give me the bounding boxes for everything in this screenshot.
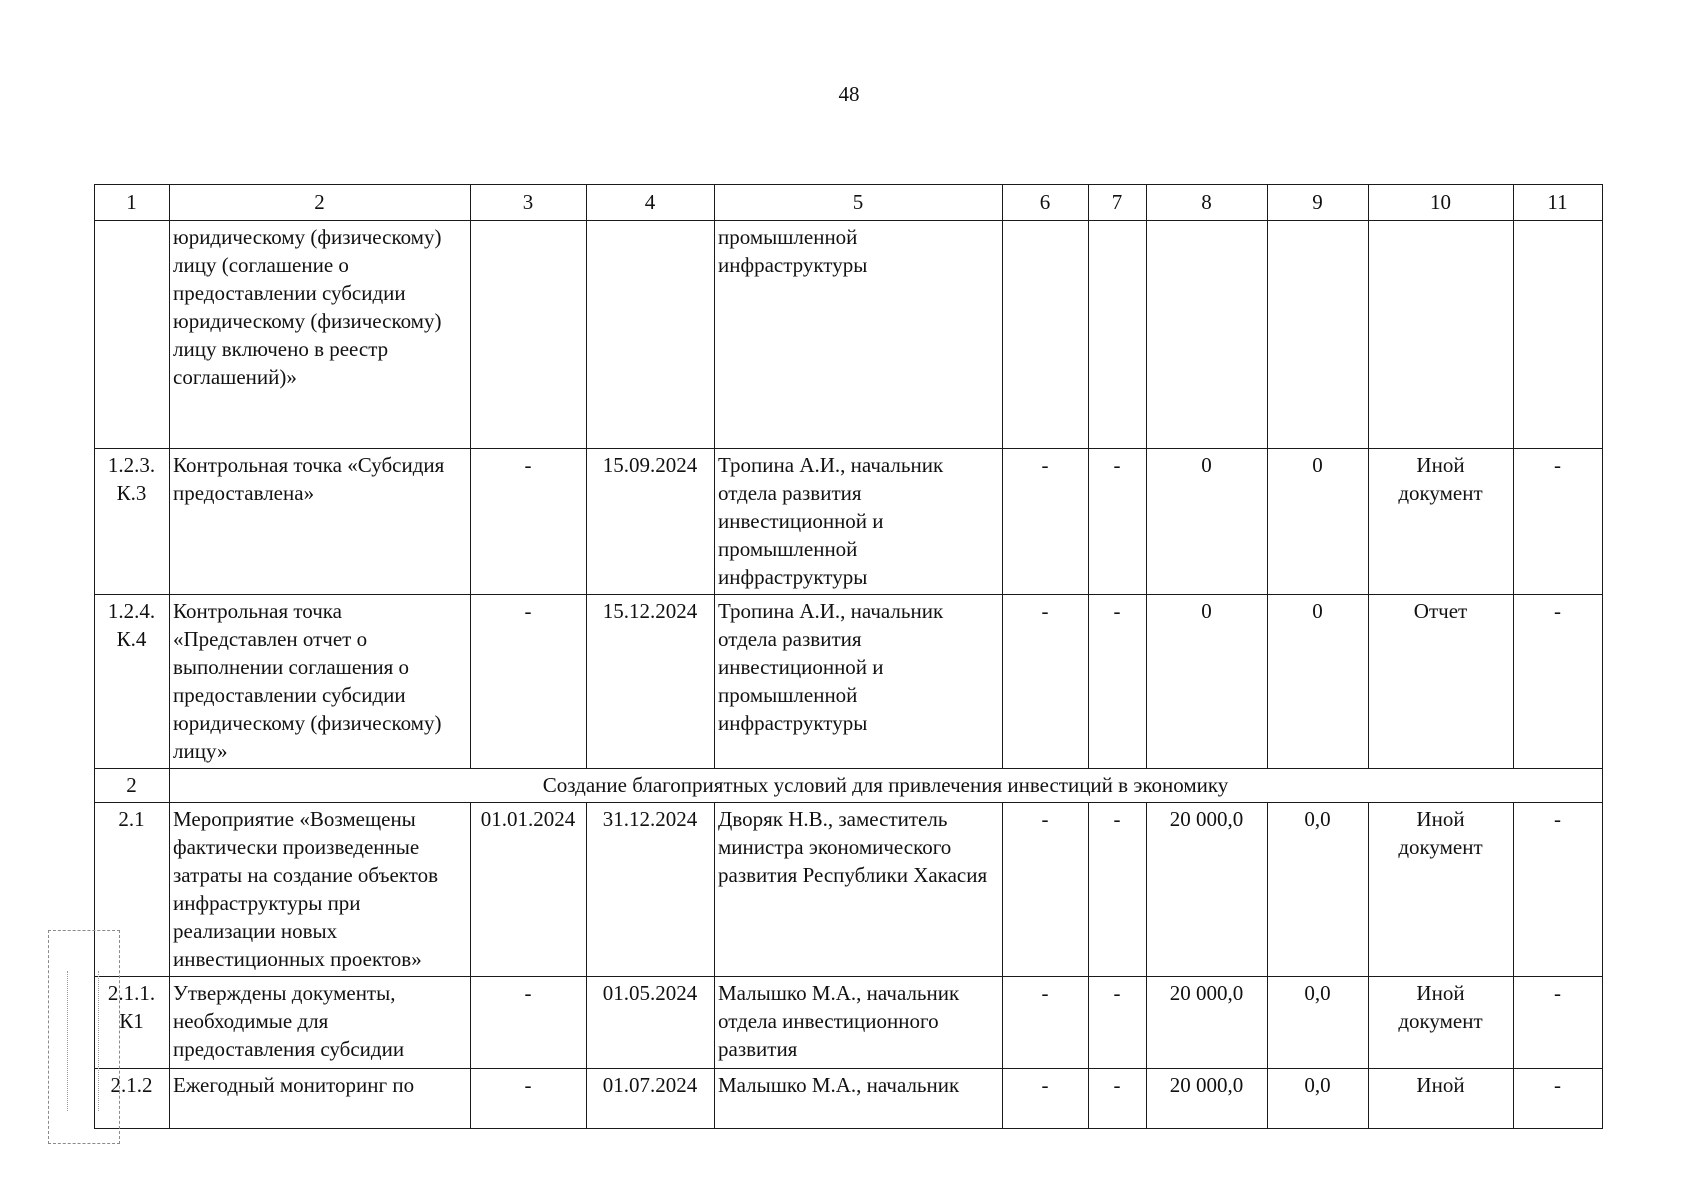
start-date: - xyxy=(471,595,587,769)
amount-actual: 0 xyxy=(1268,449,1369,595)
item-description: Ежегодный мониторинг по xyxy=(170,1069,471,1129)
column-number: 3 xyxy=(471,185,587,221)
col-6: - xyxy=(1003,449,1089,595)
col-7: - xyxy=(1089,803,1147,977)
col-11: - xyxy=(1514,977,1603,1069)
amount-planned: 0 xyxy=(1147,449,1268,595)
section-title: Создание благоприятных условий для привлечения инвестиций в экономику xyxy=(170,769,1603,803)
column-number: 6 xyxy=(1003,185,1089,221)
table-row xyxy=(95,1069,1603,1129)
start-date: - xyxy=(471,977,587,1069)
amount-actual: 0,0 xyxy=(1268,977,1369,1069)
column-number: 11 xyxy=(1514,185,1603,221)
margin-stamp xyxy=(48,930,120,1144)
item-description: Мероприятие «Возмещены фактически произведенные затраты на создание объектов инфраструктуры при реализации новых инвестиционных проектов» xyxy=(170,803,471,977)
col-11: - xyxy=(1514,449,1603,595)
start-date: - xyxy=(471,1069,587,1129)
column-numbers-row xyxy=(95,185,1603,221)
table-row xyxy=(95,595,1603,769)
column-number: 1 xyxy=(95,185,170,221)
col-6: - xyxy=(1003,595,1089,769)
table-row xyxy=(95,221,1603,449)
start-date xyxy=(471,221,587,449)
col-6: - xyxy=(1003,1069,1089,1129)
responsible: Тропина А.И., начальник отдела развития инвестиционной и промышленной инфраструктуры xyxy=(715,449,1003,595)
document-type: Иной xyxy=(1369,1069,1514,1129)
col-6: - xyxy=(1003,803,1089,977)
col-7 xyxy=(1089,221,1147,449)
end-date: 15.09.2024 xyxy=(587,449,715,595)
col-7: - xyxy=(1089,977,1147,1069)
item-description: юридическому (физическому) лицу (соглашение о предоставлении субсидии юридическому (физическому) лицу включено в реестр соглашений)» xyxy=(170,221,471,449)
amount-actual: 0,0 xyxy=(1268,803,1369,977)
table-row xyxy=(95,977,1603,1069)
amount-planned xyxy=(1147,221,1268,449)
end-date: 01.05.2024 xyxy=(587,977,715,1069)
column-number: 9 xyxy=(1268,185,1369,221)
page-number: 48 xyxy=(838,82,860,106)
table-row xyxy=(95,449,1603,595)
section-row xyxy=(95,769,1603,803)
col-7: - xyxy=(1089,595,1147,769)
amount-actual: 0 xyxy=(1268,595,1369,769)
table-body xyxy=(95,185,1603,1129)
col-11: - xyxy=(1514,595,1603,769)
column-number: 5 xyxy=(715,185,1003,221)
item-number xyxy=(95,221,170,449)
end-date: 01.07.2024 xyxy=(587,1069,715,1129)
item-number: 1.2.3. К.3 xyxy=(95,449,170,595)
section-number: 2 xyxy=(95,769,170,803)
column-number: 2 xyxy=(170,185,471,221)
column-number: 7 xyxy=(1089,185,1147,221)
start-date: 01.01.2024 xyxy=(471,803,587,977)
col-7: - xyxy=(1089,449,1147,595)
responsible: Малышко М.А., начальник xyxy=(715,1069,1003,1129)
col-6: - xyxy=(1003,977,1089,1069)
responsible: промышленной инфраструктуры xyxy=(715,221,1003,449)
amount-planned: 20 000,0 xyxy=(1147,1069,1268,1129)
item-description: Контрольная точка «Представлен отчет о выполнении соглашения о предоставлении субсидии юридическому (физическому) лицу» xyxy=(170,595,471,769)
item-description: Контрольная точка «Субсидия предоставлена» xyxy=(170,449,471,595)
responsible: Малышко М.А., начальник отдела инвестиционного развития xyxy=(715,977,1003,1069)
amount-planned: 20 000,0 xyxy=(1147,803,1268,977)
document-type: Иной документ xyxy=(1369,803,1514,977)
document-type xyxy=(1369,221,1514,449)
column-number: 10 xyxy=(1369,185,1514,221)
col-11: - xyxy=(1514,803,1603,977)
item-number: 1.2.4. К.4 xyxy=(95,595,170,769)
col-6 xyxy=(1003,221,1089,449)
responsible: Дворяк Н.В., заместитель министра экономического развития Республики Хакасия xyxy=(715,803,1003,977)
item-number: 2.1 xyxy=(95,803,170,977)
amount-planned: 0 xyxy=(1147,595,1268,769)
end-date xyxy=(587,221,715,449)
start-date: - xyxy=(471,449,587,595)
item-description: Утверждены документы, необходимые для предоставления субсидии xyxy=(170,977,471,1069)
col-11: - xyxy=(1514,1069,1603,1129)
end-date: 15.12.2024 xyxy=(587,595,715,769)
col-11 xyxy=(1514,221,1603,449)
item-number: 2.1.2 xyxy=(95,1069,170,1129)
column-number: 8 xyxy=(1147,185,1268,221)
amount-planned: 20 000,0 xyxy=(1147,977,1268,1069)
plan-table xyxy=(94,184,1603,1129)
document-type: Иной документ xyxy=(1369,977,1514,1069)
column-number: 4 xyxy=(587,185,715,221)
responsible: Тропина А.И., начальник отдела развития инвестиционной и промышленной инфраструктуры xyxy=(715,595,1003,769)
col-7: - xyxy=(1089,1069,1147,1129)
item-number: 2.1.1. К1 xyxy=(95,977,170,1069)
amount-actual xyxy=(1268,221,1369,449)
document-type: Отчет xyxy=(1369,595,1514,769)
amount-actual: 0,0 xyxy=(1268,1069,1369,1129)
table-row xyxy=(95,803,1603,977)
end-date: 31.12.2024 xyxy=(587,803,715,977)
document-type: Иной документ xyxy=(1369,449,1514,595)
